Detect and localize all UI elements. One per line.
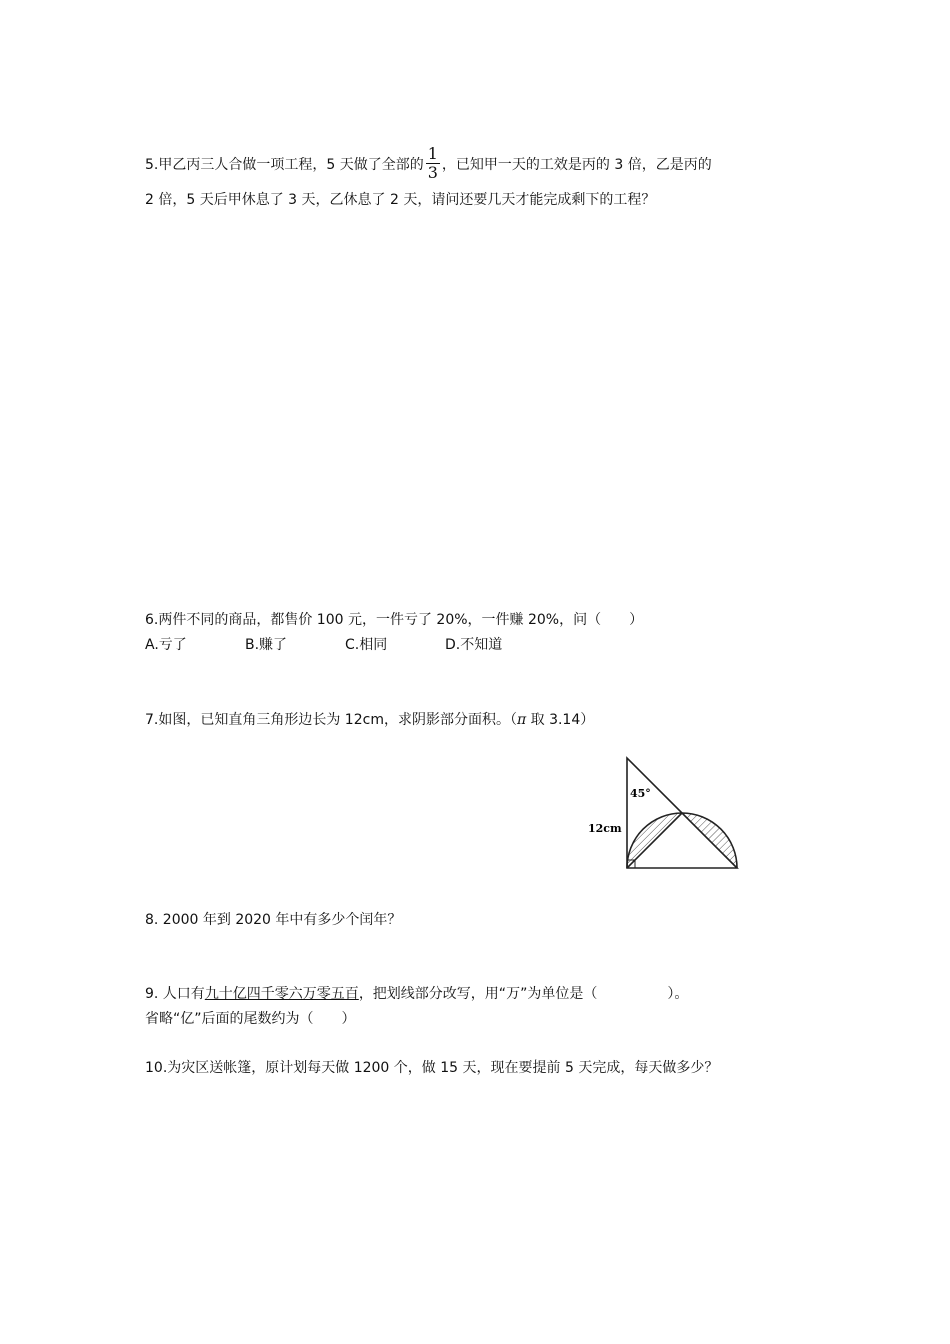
q5-fraction xyxy=(426,145,440,182)
q6-options xyxy=(145,635,545,655)
q9-line2: 省略“亿”后面的尾数约为（ ） xyxy=(145,1011,356,1027)
q5-fraction-denominator: 3 xyxy=(427,162,438,182)
q10-question: 10.为灾区送帐篷，原计划每天做 1200 个，做 15 天，现在要提前 5 天完成，每天做多少？ xyxy=(145,1060,719,1076)
q7-text-post: 取 3.14） xyxy=(526,712,595,728)
q8-question: 8. 2000 年到 2020 年中有多少个闰年？ xyxy=(145,912,402,928)
q5-line2: 2 倍，5 天后甲休息了 3 天，乙休息了 2 天，请问还要几天才能完成剩下的工程？ xyxy=(145,192,656,208)
q6-option-c: C.相同 xyxy=(345,637,388,653)
q9-text-post: ，把划线部分改写，用“万”为单位是（ ）。 xyxy=(358,986,689,1002)
q5-text-pre: 5.甲乙丙三人合做一项工程，5 天做了全部的 xyxy=(145,157,424,173)
q7-text-pre: 7.如图，已知直角三角形边长为 12cm，求阴影部分面积。（ xyxy=(145,712,517,728)
triangle-semicircle-diagram xyxy=(585,750,755,875)
q9-line1 xyxy=(145,984,688,1004)
q7-question xyxy=(145,710,594,730)
angle-label: 45° xyxy=(630,787,651,800)
q5-text-post: ，已知甲一天的工效是丙的 3 倍，乙是丙的 xyxy=(441,157,712,173)
q6-option-a: A.亏了 xyxy=(145,637,187,653)
q6-option-b: B.赚了 xyxy=(245,637,288,653)
q6-question: 6.两件不同的商品，都售价 100 元，一件亏了 20%，一件赚 20%，问（ ） xyxy=(145,612,644,628)
q5-fraction-numerator: 1 xyxy=(427,143,438,163)
q5-line1 xyxy=(145,143,712,187)
q6-option-d: D.不知道 xyxy=(445,637,503,653)
q9-underlined-number: 九十亿四千零六万零五百 xyxy=(204,986,359,1002)
shaded-region xyxy=(627,813,737,868)
pi-symbol: π xyxy=(516,712,527,728)
side-length-label: 12cm xyxy=(588,822,622,835)
q9-text-pre: 9. 人口有 xyxy=(145,986,205,1002)
q7-geometry-figure xyxy=(585,750,755,875)
